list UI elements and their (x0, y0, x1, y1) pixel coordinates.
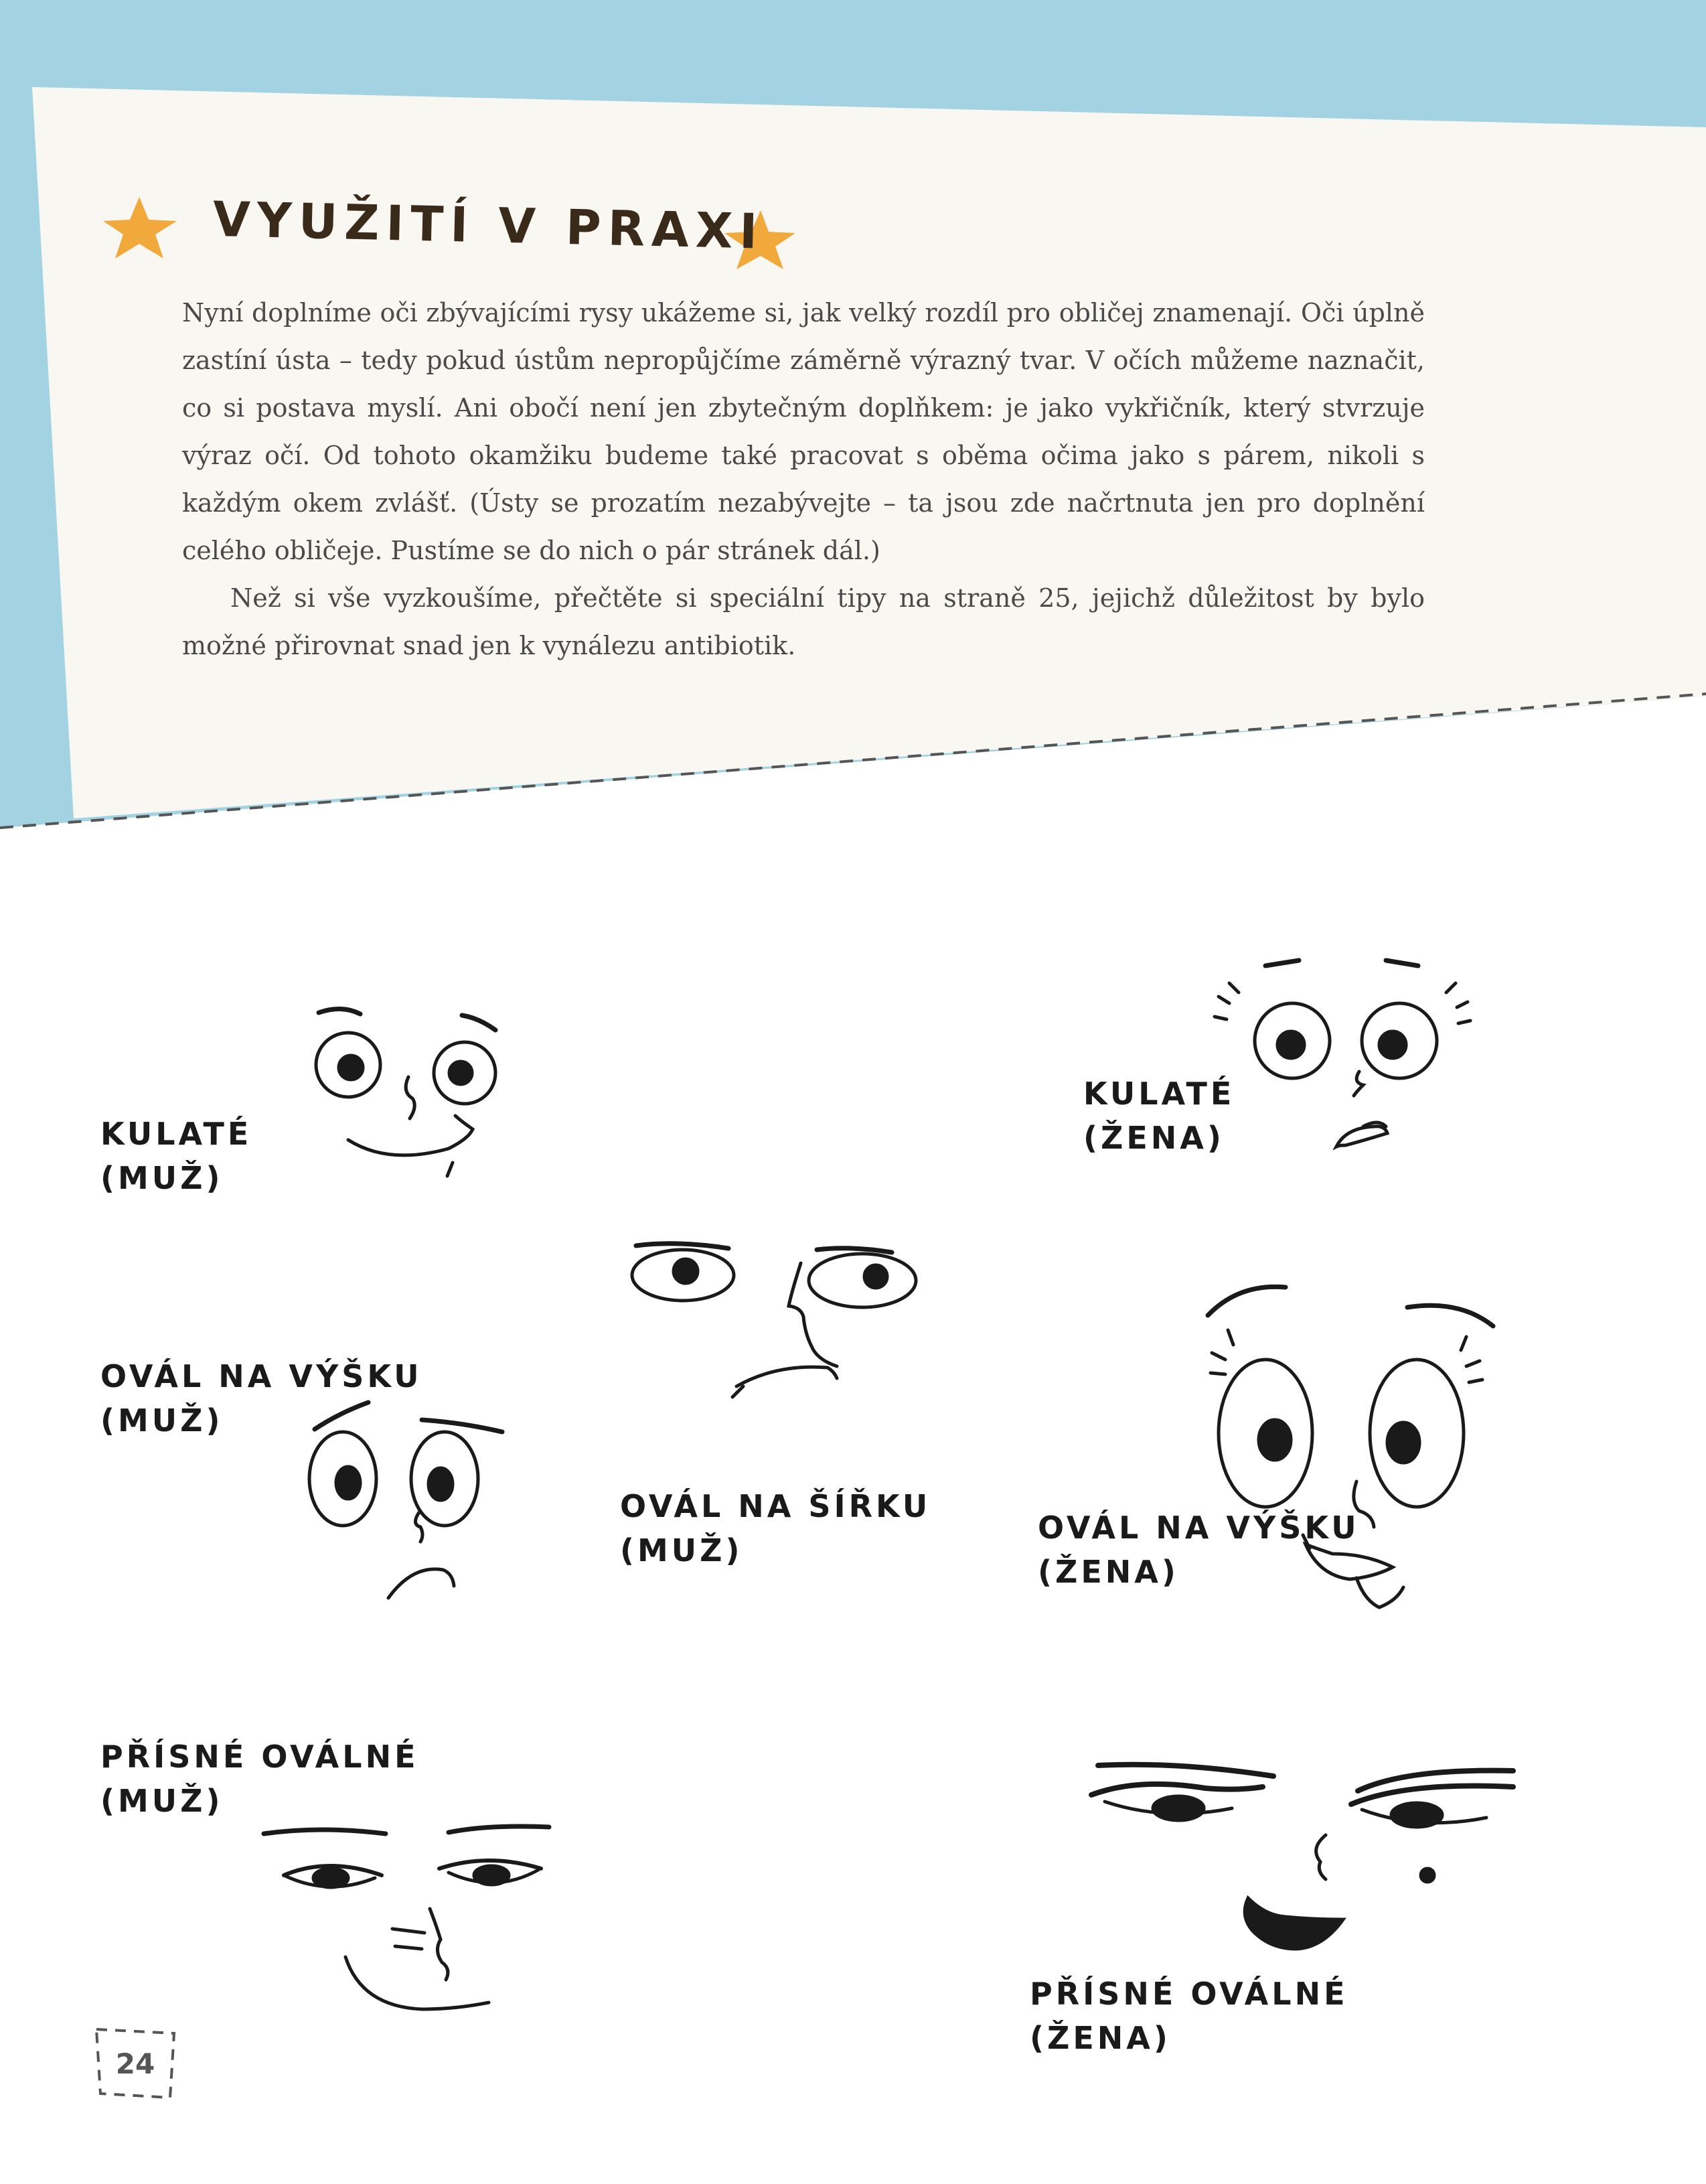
label-tall-oval-female: OVÁL NA VÝŠKU (ŽENA) (1038, 1510, 1360, 1590)
label-round-female: KULATÉ (ŽENA) (1083, 1076, 1235, 1156)
page-number: 24 (91, 2024, 179, 2103)
label-round-male: KULATÉ (MUŽ) (100, 1116, 252, 1196)
face-round-female (1205, 951, 1486, 1172)
label-wide-oval-male: OVÁL NA ŠÍŘKU (MUŽ) (620, 1488, 931, 1569)
face-tall-oval-female (1198, 1272, 1506, 1621)
label-strict-oval-male: PŘÍSNÉ OVÁLNÉ (MUŽ) (100, 1739, 419, 1819)
star-icon (102, 196, 179, 260)
label-tall-oval-male: OVÁL NA VÝŠKU (MUŽ) (100, 1358, 422, 1439)
paragraph: Nyní doplníme oči zbývajícími rysy ukážeme si, jak velký rozdíl pro obličej znamenají. Oči úplně zastíní ústa – tedy pokud ústům nepropůjčíme záměrně výrazný tvar. V očích můžeme naznačit, co si postava myslí. Ani obočí není jen zbytečným doplňkem: je jako vykřičník, který stvrzuje výraz očí. Od tohoto okamžiku budeme také pracovat s oběma očima jako s párem, nikoli s každým okem zvlášť. (Ústy se prozatím nezabývejte – ta jsou zde načrtnuta jen pro doplnění celého obličeje. Pustíme se do nich o pár stránek dál.) (182, 298, 1425, 565)
label-strict-oval-female: PŘÍSNÉ OVÁLNÉ (ŽENA) (1030, 1976, 1348, 2056)
section-title: VYUŽITÍ V PRAXI (212, 191, 765, 260)
paragraph: Než si vše vyzkoušíme, přečtěte si speciální tipy na straně 25, jejichž důležitost by bylo možné přirovnat snad jen k vynálezu antibiotik. (182, 583, 1425, 660)
body-text (182, 289, 1425, 670)
face-strict-oval-female (1085, 1748, 1527, 1982)
face-tall-oval-male (301, 1393, 509, 1614)
face-wide-oval-male (616, 1232, 924, 1433)
face-strict-oval-male (261, 1808, 569, 2029)
face-round-male (295, 998, 522, 1192)
